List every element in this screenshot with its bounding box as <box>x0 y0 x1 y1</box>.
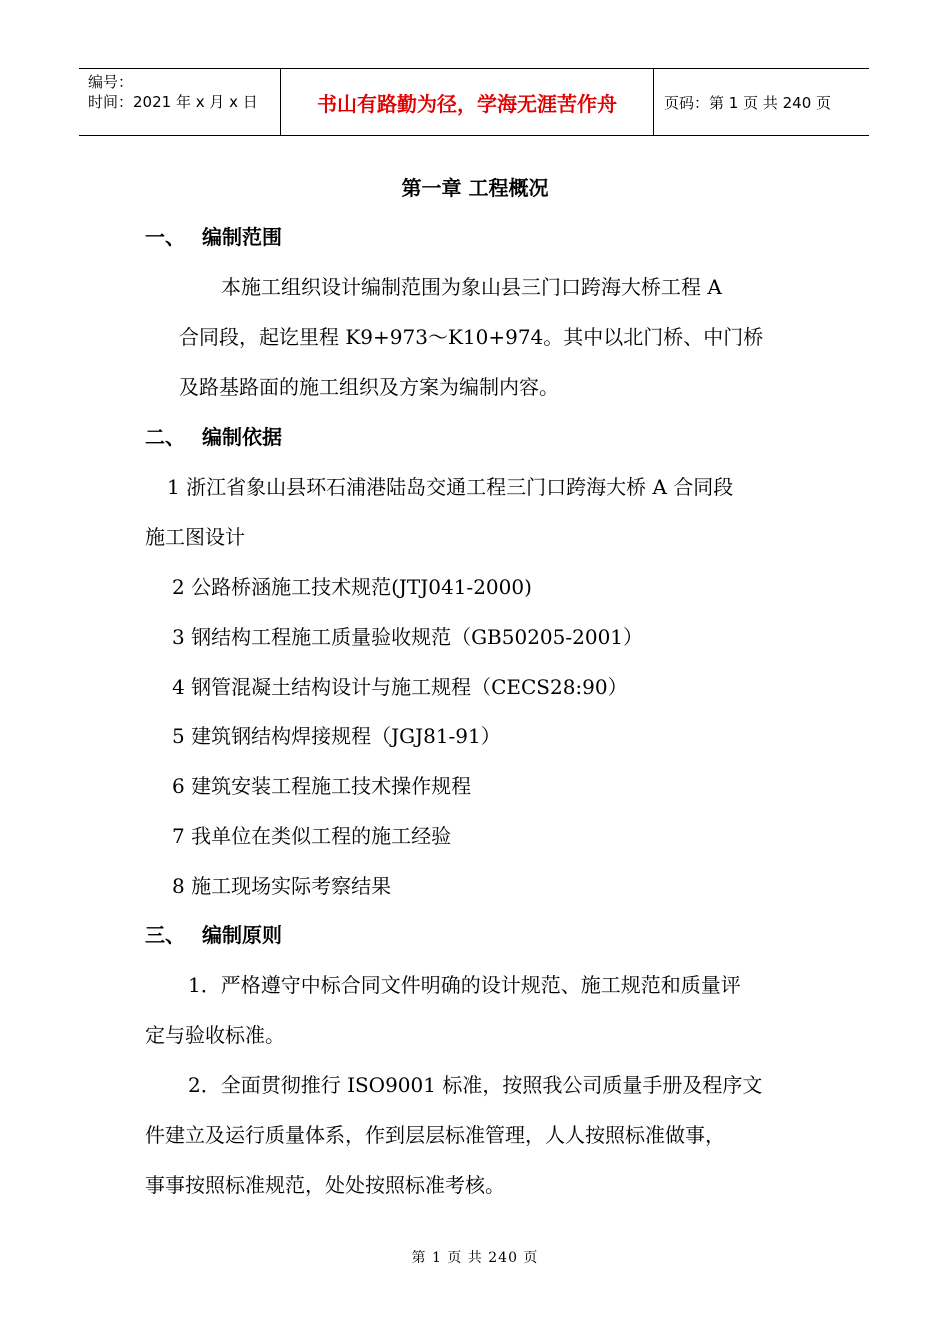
section-heading-scope <box>145 221 282 250</box>
basis-line: 7 我单位在类似工程的施工经验 <box>172 824 452 848</box>
serial-number: 编号： <box>88 73 134 91</box>
section-number: 二、 <box>145 425 185 449</box>
scope-line: 本施工组织设计编制范围为象山县三门口跨海大桥工程 A <box>221 275 722 299</box>
principle-line: 定与验收标准。 <box>145 1023 285 1047</box>
basis-line: 8 施工现场实际考察结果 <box>172 874 392 898</box>
principle-line: 件建立及运行质量体系，作到层层标准管理，人人按照标准做事， <box>145 1123 725 1147</box>
section-number: 一、 <box>145 225 185 249</box>
section-heading-basis <box>145 421 282 450</box>
header-date: 时间：2021 年 x 月 x 日 <box>88 93 258 111</box>
chapter-title: 第一章 工程概况 <box>401 176 549 200</box>
header-motto: 书山有路勤为径，学海无涯苦作舟 <box>281 69 654 135</box>
principle-line: 2．全面贯彻推行 ISO9001 标准，按照我公司质量手册及程序文 <box>188 1073 763 1097</box>
basis-line: 4 钢管混凝土结构设计与施工规程（CECS28:90） <box>172 675 628 699</box>
basis-line: 施工图设计 <box>145 525 245 549</box>
principle-line: 事事按照标准规范，处处按照标准考核。 <box>145 1173 505 1197</box>
basis-line: 3 钢结构工程施工质量验收规范（GB50205-2001） <box>172 625 644 649</box>
principle-line: 1．严格遵守中标合同文件明确的设计规范、施工规范和质量评 <box>188 973 741 997</box>
header-page-info: 页码：第 1 页 共 240 页 <box>664 93 832 112</box>
scope-line: 合同段，起讫里程 K9+973～K10+974。其中以北门桥、中门桥 <box>179 325 764 349</box>
header-table <box>79 68 869 136</box>
section-title: 编制依据 <box>202 425 282 449</box>
basis-line: 2 公路桥涵施工技术规范(JTJ041-2000) <box>172 575 532 599</box>
basis-line: 6 建筑安装工程施工技术操作规程 <box>172 774 472 798</box>
section-title: 编制范围 <box>202 225 282 249</box>
basis-line: 5 建筑钢结构焊接规程（JGJ81-91） <box>172 724 501 748</box>
section-number: 三、 <box>145 923 185 947</box>
page-footer: 第 1 页 共 240 页 <box>411 1250 539 1266</box>
scope-line: 及路基路面的施工组织及方案为编制内容。 <box>179 375 559 399</box>
basis-line: 1 浙江省象山县环石浦港陆岛交通工程三门口跨海大桥 A 合同段 <box>167 475 734 499</box>
section-heading-principles <box>145 919 282 948</box>
section-title: 编制原则 <box>202 923 282 947</box>
header-meta <box>79 69 281 135</box>
